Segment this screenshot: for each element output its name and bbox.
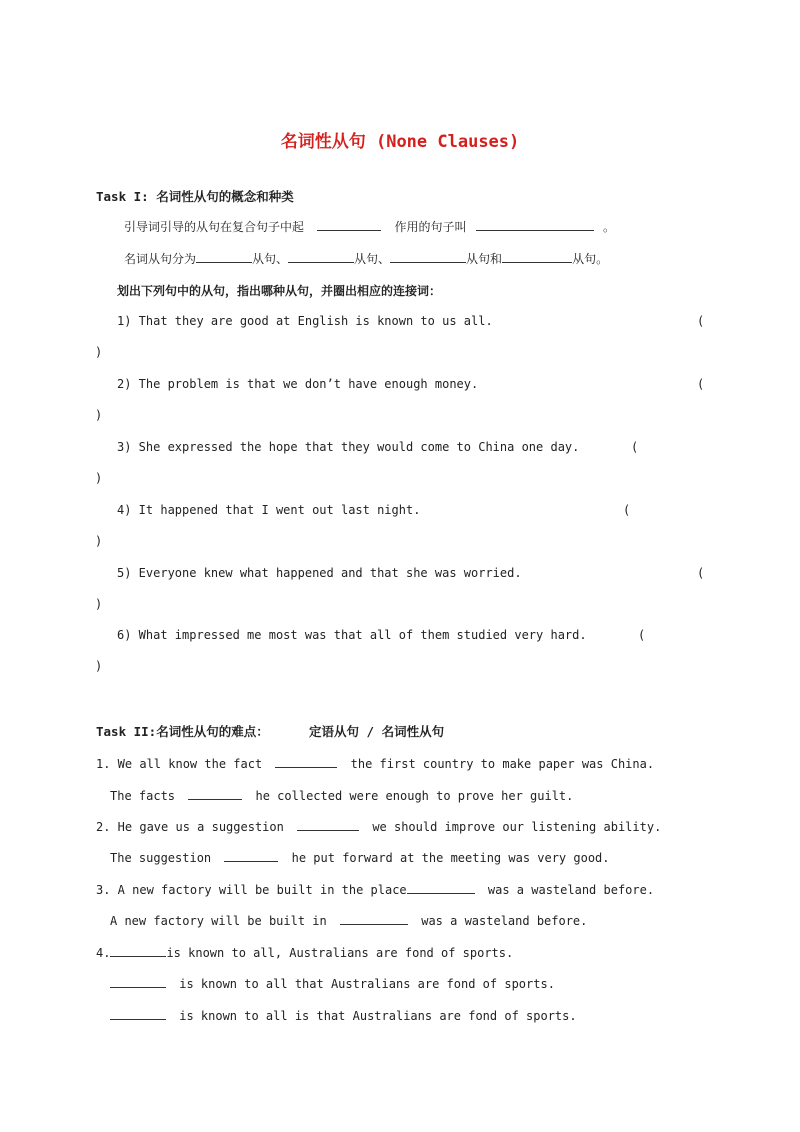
sentence-item-6: 6) What impressed me most was that all of them studied very hard.	[117, 628, 587, 642]
question-2a	[96, 819, 661, 834]
task1-heading: Task I: 名词性从句的概念和种类	[96, 189, 294, 204]
q1a-blank[interactable]	[275, 756, 337, 768]
task1-instruction: 划出下列句中的从句，指出哪种从句，并圈出相应的连接词：	[117, 284, 442, 298]
types-blank-1[interactable]	[196, 251, 252, 263]
answer-close-paren-4: )	[95, 534, 103, 548]
def-blank-1[interactable]	[317, 219, 381, 231]
question-1b	[110, 788, 573, 803]
q1a-text-pre: 1. We all know the fact	[96, 757, 263, 771]
q2a-text-pre: 2. He gave us a suggestion	[96, 820, 284, 834]
types-blank-2[interactable]	[288, 251, 354, 263]
answer-close-paren-2: )	[95, 408, 103, 422]
types-text-3: 从句、	[354, 252, 391, 266]
types-text-5: 从句。	[572, 252, 609, 266]
types-blank-4[interactable]	[502, 251, 572, 263]
answer-close-paren-3: )	[95, 471, 103, 485]
sentence-item-3: 3) She expressed the hope that they would come to China one day.	[117, 440, 580, 454]
types-text-4: 从句和	[466, 252, 503, 266]
question-4c	[110, 1008, 577, 1023]
types-blank-3[interactable]	[390, 251, 466, 263]
q2a-blank[interactable]	[297, 819, 359, 831]
q1b-text-pre: The facts	[110, 789, 176, 803]
task1-definition-line	[124, 218, 615, 235]
def-text-2: 作用的句子叫	[394, 220, 467, 234]
sentence-item-5: 5) Everyone knew what happened and that she was worried.	[117, 566, 522, 580]
q2b-text-post: he put forward at the meeting was very good.	[291, 851, 610, 865]
def-blank-2[interactable]	[476, 219, 594, 231]
answer-close-paren-6: )	[95, 659, 103, 673]
q3a-text-pre: 3. A new factory will be built in the place	[96, 883, 407, 897]
question-4b	[110, 976, 555, 991]
q2b-blank[interactable]	[224, 850, 278, 862]
task1-types-line	[124, 250, 608, 267]
sentence-item-1: 1) That they are good at English is known to us all.	[117, 314, 493, 328]
answer-close-paren-5: )	[95, 597, 103, 611]
q3a-blank[interactable]	[407, 882, 475, 894]
q4b-text-post: is known to all that Australians are fond of sports.	[179, 977, 555, 991]
q4b-blank[interactable]	[110, 976, 166, 988]
q3b-text-post: was a wasteland before.	[421, 914, 588, 928]
sentence-item-4: 4) It happened that I went out last night.	[117, 503, 421, 517]
task2-heading: Task II:名词性从句的难点：	[96, 724, 269, 739]
q4a-text-post: is known to all, Australians are fond of sports.	[166, 946, 514, 960]
answer-open-paren-6[interactable]: (	[638, 628, 646, 642]
question-2b	[110, 850, 610, 865]
answer-open-paren-4[interactable]: (	[623, 503, 631, 517]
question-3a	[96, 882, 654, 897]
q4a-text-pre: 4.	[96, 946, 111, 960]
q4c-text-post: is known to all is that Australians are fond of sports.	[179, 1009, 577, 1023]
q4c-blank[interactable]	[110, 1008, 166, 1020]
q4a-blank[interactable]	[110, 945, 166, 957]
q1b-blank[interactable]	[188, 788, 242, 800]
q3a-text-post: was a wasteland before.	[487, 883, 655, 897]
answer-open-paren-1[interactable]: (	[697, 314, 705, 328]
q1a-text-post: the first country to make paper was China.	[350, 757, 655, 771]
sentence-item-2: 2) The problem is that we don’t have enough money.	[117, 377, 479, 391]
question-4a	[96, 945, 513, 960]
answer-open-paren-5[interactable]: (	[697, 566, 705, 580]
answer-close-paren-1: )	[95, 345, 103, 359]
def-text-1: 引导词引导的从句在复合句子中起	[124, 220, 305, 234]
def-text-3: 。	[602, 220, 615, 234]
types-text-1: 名词从句分为	[124, 252, 197, 266]
answer-open-paren-3[interactable]: (	[631, 440, 639, 454]
task2-subheading: 定语从句 / 名词性从句	[309, 724, 445, 739]
page-title: 名词性从句 (None Clauses)	[280, 132, 520, 152]
q2b-text-pre: The suggestion	[110, 851, 212, 865]
q2a-text-post: we should improve our listening ability.	[372, 820, 662, 834]
question-3b	[110, 913, 587, 928]
answer-open-paren-2[interactable]: (	[697, 377, 705, 391]
q3b-blank[interactable]	[340, 913, 408, 925]
types-text-2: 从句、	[252, 252, 289, 266]
q3b-text-pre: A new factory will be built in	[110, 914, 327, 928]
q1b-text-post: he collected were enough to prove her guilt.	[255, 789, 574, 803]
question-1a	[96, 756, 654, 771]
